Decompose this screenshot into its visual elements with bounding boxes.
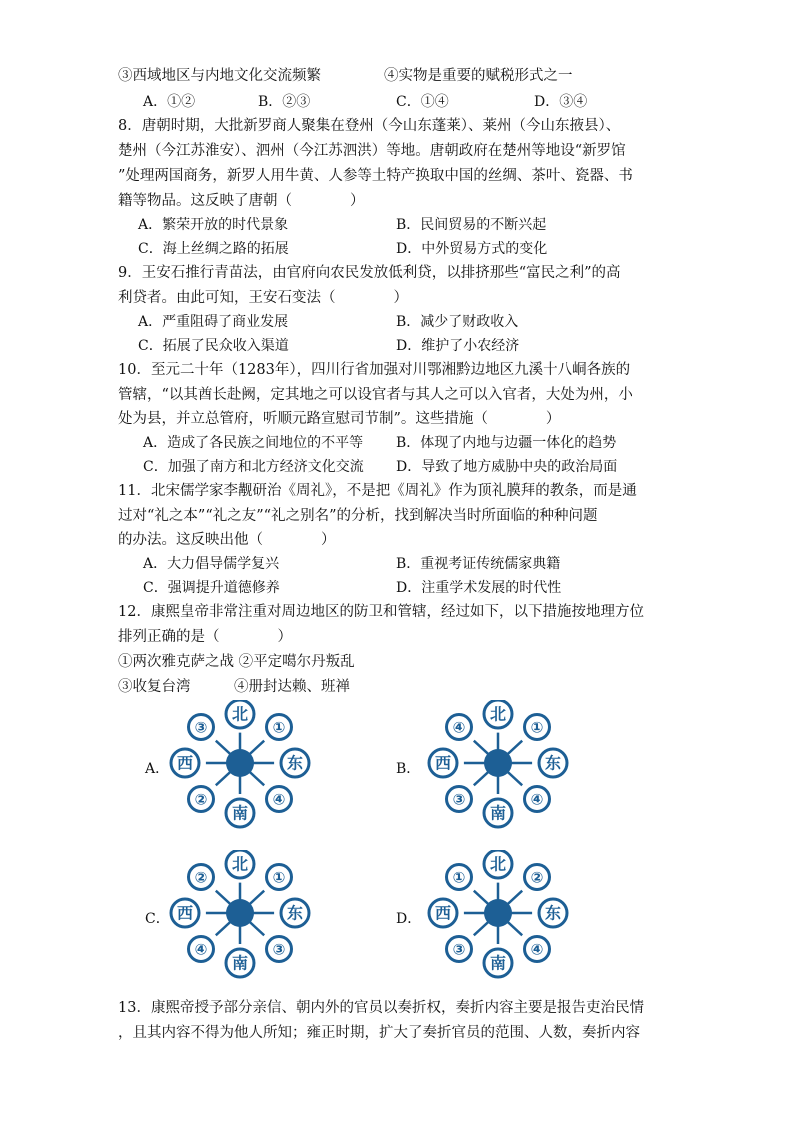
q8-option-d[interactable]: D．中外贸易方式的变化 xyxy=(396,241,548,257)
compass-label-sw: ③ xyxy=(452,940,466,959)
compass-svg xyxy=(165,850,315,980)
q11-option-b[interactable]: B．重视考证传统儒家典籍 xyxy=(396,556,561,572)
compass-node-nw xyxy=(189,865,214,890)
q11-stem-line-2: 过对“礼之本”“礼之友”“礼之别名”的分析，找到解决当时所面临的种种问题 xyxy=(118,508,598,524)
compass-node-sw xyxy=(447,937,472,962)
q8-option-c[interactable]: C．海上丝绸之路的拓展 xyxy=(138,241,289,257)
compass-label-sw: ④ xyxy=(194,940,208,959)
q8-stem-line-3: ”处理两国商务，新罗人用牛黄、人参等土特产换取中国的丝绸、茶叶、瓷器、书 xyxy=(118,168,633,184)
compass-hub xyxy=(226,749,254,777)
compass-node-sw xyxy=(189,937,214,962)
q8-stem-line-2: 楚州（今江苏淮安）、泗州（今江苏泗洪）等地。唐朝政府在楚州等地设“新罗馆 xyxy=(118,143,626,159)
q8-stem-line-4: 籍等物品。这反映了唐朝（ ） xyxy=(118,193,365,209)
compass-node-n xyxy=(484,700,512,728)
compass-node-nw xyxy=(447,715,472,740)
compass-label-w: 西 xyxy=(434,753,452,773)
q13-stem-line-2: ，且其内容不得为他人所知；雍正时期，扩大了奏折官员的范围、人数，奏折内容 xyxy=(118,1025,640,1041)
compass-node-s xyxy=(226,949,254,977)
compass-node-ne xyxy=(525,865,550,890)
compass-label-ne: ① xyxy=(530,718,544,737)
q9-option-d[interactable]: D．维护了小农经济 xyxy=(396,338,520,354)
q12-option-a-compass[interactable] xyxy=(165,700,315,830)
compass-label-ne: ② xyxy=(530,868,544,887)
compass-node-ne xyxy=(267,865,292,890)
compass-node-e xyxy=(281,899,309,927)
q7-statement-4: ④实物是重要的赋税形式之一 xyxy=(384,68,573,84)
compass-label-ne: ① xyxy=(272,718,286,737)
compass-node-s xyxy=(484,949,512,977)
compass-label-ne: ① xyxy=(272,868,286,887)
compass-label-e: 东 xyxy=(286,903,304,923)
q10-option-b[interactable]: B．体现了内地与边疆一体化的趋势 xyxy=(396,435,617,451)
compass-svg xyxy=(165,700,315,830)
compass-hub xyxy=(484,749,512,777)
compass-node-ne xyxy=(525,715,550,740)
compass-node-se xyxy=(525,937,550,962)
compass-node-ne xyxy=(267,715,292,740)
q7-option-b[interactable]: B．②③ xyxy=(258,94,311,110)
compass-node-s xyxy=(226,799,254,827)
compass-label-se: ③ xyxy=(272,940,286,959)
compass-node-e xyxy=(281,749,309,777)
q10-option-d[interactable]: D．导致了地方威胁中央的政治局面 xyxy=(396,459,618,475)
q12-option-b-compass[interactable] xyxy=(423,700,573,830)
q10-stem-line-1: 10．至元二十年（1283年），四川行省加强对川鄂湘黔边地区九溪十八峒各族的 xyxy=(118,362,631,378)
compass-label-se: ④ xyxy=(272,790,286,809)
compass-label-nw: ② xyxy=(194,868,208,887)
compass-label-n: 北 xyxy=(489,704,507,724)
compass-label-s: 南 xyxy=(231,803,249,823)
compass-node-se xyxy=(267,937,292,962)
q12-option-c-compass[interactable] xyxy=(165,850,315,980)
q10-option-c[interactable]: C．加强了南方和北方经济文化交流 xyxy=(143,459,364,475)
compass-label-nw: ③ xyxy=(194,718,208,737)
q11-option-d[interactable]: D．注重学术发展的时代性 xyxy=(396,580,562,596)
q11-stem-line-1: 11．北宋儒学家李觏研治《周礼》，不是把《周礼》作为顶礼膜拜的教条，而是通 xyxy=(118,483,637,499)
compass-node-w xyxy=(429,899,457,927)
q12-option-d-label[interactable]: D． xyxy=(396,911,422,927)
compass-label-e: 东 xyxy=(544,903,562,923)
compass-node-e xyxy=(539,899,567,927)
compass-label-s: 南 xyxy=(231,953,249,973)
compass-svg xyxy=(423,700,573,830)
q11-option-a[interactable]: A．大力倡导儒学复兴 xyxy=(143,556,280,572)
compass-label-e: 东 xyxy=(544,753,562,773)
q9-option-b[interactable]: B．减少了财政收入 xyxy=(396,314,519,330)
compass-node-se xyxy=(267,787,292,812)
compass-hub xyxy=(226,899,254,927)
compass-hub xyxy=(484,899,512,927)
q12-stem-line-1: 12．康熙皇帝非常注重对周边地区的防卫和管辖，经过如下，以下措施按地理方位 xyxy=(118,604,644,620)
compass-label-w: 西 xyxy=(434,903,452,923)
compass-node-w xyxy=(171,899,199,927)
q12-items-line-1: ①两次雅克萨之战 ②平定噶尔丹叛乱 xyxy=(118,654,355,670)
compass-node-se xyxy=(525,787,550,812)
compass-label-n: 北 xyxy=(231,854,249,874)
q7-option-c[interactable]: C．①④ xyxy=(396,94,449,110)
q13-stem-line-1: 13．康熙帝授予部分亲信、朝内外的官员以奏折权，奏折内容主要是报告吏治民情 xyxy=(118,1000,644,1016)
q9-option-c[interactable]: C．拓展了民众收入渠道 xyxy=(138,338,289,354)
compass-label-sw: ③ xyxy=(452,790,466,809)
q8-option-b[interactable]: B．民间贸易的不断兴起 xyxy=(396,217,547,233)
q9-option-a[interactable]: A．严重阻碍了商业发展 xyxy=(138,314,289,330)
compass-label-sw: ② xyxy=(194,790,208,809)
q8-option-a[interactable]: A．繁荣开放的时代景象 xyxy=(138,217,289,233)
q11-stem-line-3: 的办法。这反映出他（ ） xyxy=(118,532,336,548)
q12-option-d-compass[interactable] xyxy=(423,850,573,980)
compass-label-nw: ④ xyxy=(452,718,466,737)
q7-option-d[interactable]: D．③④ xyxy=(534,94,588,110)
q7-option-a[interactable]: A．①② xyxy=(143,94,196,110)
compass-label-se: ④ xyxy=(530,790,544,809)
compass-label-n: 北 xyxy=(231,704,249,724)
compass-svg xyxy=(423,850,573,980)
compass-node-sw xyxy=(447,787,472,812)
compass-node-e xyxy=(539,749,567,777)
compass-node-w xyxy=(171,749,199,777)
compass-node-n xyxy=(484,850,512,878)
q12-option-b-label[interactable]: B． xyxy=(396,761,421,777)
q10-stem-line-3: 处为县，并立总管府，听顺元路宣慰司节制”。这些措施（ ） xyxy=(118,411,561,427)
compass-label-w: 西 xyxy=(176,903,194,923)
q9-stem-line-2: 利贷者。由此可知，王安石变法（ ） xyxy=(118,290,408,306)
q12-option-a-label[interactable]: A． xyxy=(145,761,170,777)
compass-label-se: ④ xyxy=(530,940,544,959)
q10-stem-line-2: 管辖，“以其酋长赴阙，定其地之可以设官者与其人之可以入官者，大处为州，小 xyxy=(118,387,633,403)
compass-node-n xyxy=(226,850,254,878)
q12-stem-line-2: 排列正确的是（ ） xyxy=(118,629,292,645)
compass-label-s: 南 xyxy=(489,803,507,823)
q12-items-line-2: ③收复台湾 ④册封达赖、班禅 xyxy=(118,679,350,695)
q9-stem-line-1: 9．王安石推行青苗法，由官府向农民发放低利贷，以排挤那些“富民之利”的高 xyxy=(118,265,621,281)
compass-node-nw xyxy=(447,865,472,890)
compass-label-e: 东 xyxy=(286,753,304,773)
compass-node-s xyxy=(484,799,512,827)
compass-node-w xyxy=(429,749,457,777)
compass-label-w: 西 xyxy=(176,753,194,773)
compass-label-s: 南 xyxy=(489,953,507,973)
compass-label-n: 北 xyxy=(489,854,507,874)
q11-option-c[interactable]: C．强调提升道德修养 xyxy=(143,580,280,596)
q12-option-c-label[interactable]: C． xyxy=(145,911,170,927)
q8-stem-line-1: 8．唐朝时期，大批新罗商人聚集在登州（今山东蓬莱）、莱州（今山东掖县）、 xyxy=(118,118,621,134)
compass-node-n xyxy=(226,700,254,728)
q10-option-a[interactable]: A．造成了各民族之间地位的不平等 xyxy=(143,435,364,451)
compass-node-sw xyxy=(189,787,214,812)
compass-node-nw xyxy=(189,715,214,740)
q7-statement-3: ③西域地区与内地文化交流频繁 xyxy=(118,68,321,84)
compass-label-nw: ① xyxy=(452,868,466,887)
